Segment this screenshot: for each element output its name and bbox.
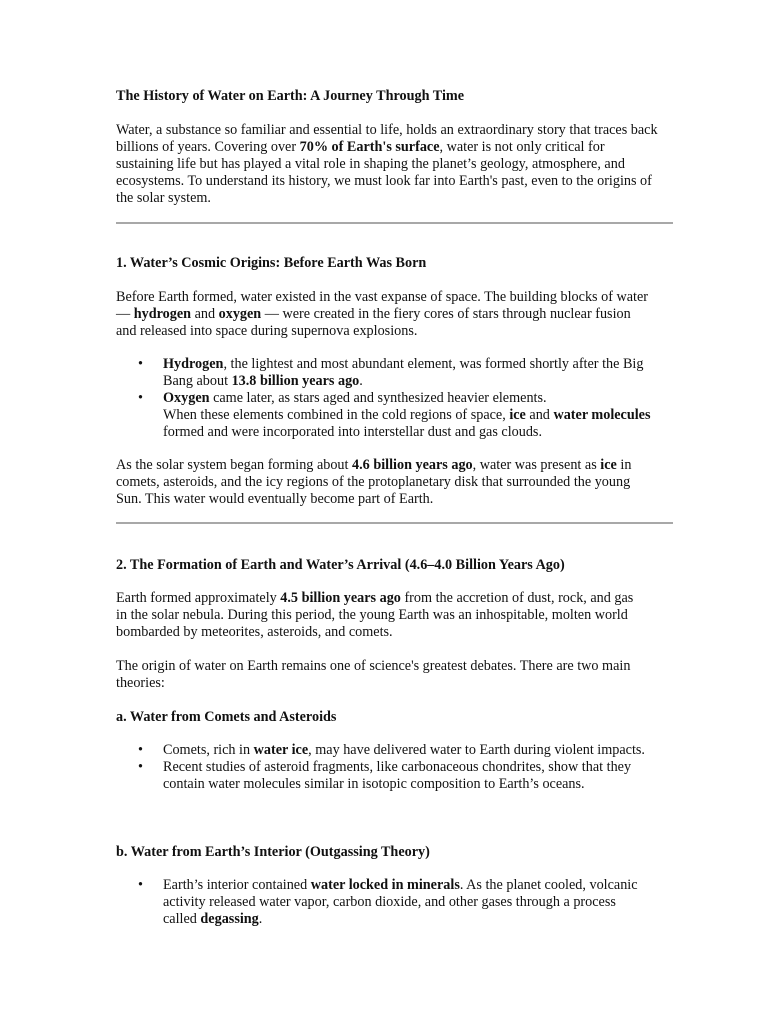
paragraph-text: , water was present as [472, 457, 601, 473]
bullet-icon: • [138, 356, 143, 372]
intro-text: , water is not only critical for sustaining life but has played a vital role in shaping the planet’s geology, atmosphere, and ecosystems. To understand its history, we must look far into Earth's past, even to the origins of the solar system. [116, 139, 652, 206]
list-item-text: , the lightest and most abundant element, was formed shortly after the Big Bang about [163, 356, 644, 389]
paragraph-text: from the accretion of dust, rock, and gas in the solar nebula. During this period, the young Earth was an inhospitable, molten world bombarded by meteorites, asteroids, and comets. [116, 590, 634, 640]
list-item-text: and [525, 407, 554, 423]
emphasis-degassing: degassing [200, 911, 259, 927]
horizontal-divider [116, 522, 673, 524]
section-1-paragraph [116, 289, 652, 340]
section-2-theories-paragraph: The origin of water on Earth remains one of science's greatest debates. There are two main theories: [116, 658, 631, 691]
list-item [116, 877, 646, 928]
list-item-text: formed and were incorporated into interstellar dust and gas clouds. [163, 424, 543, 440]
paragraph-text: in comets, asteroids, and the icy regions of the protoplanetary disk that surrounded the young Sun. This water would eventually become part of Earth. [116, 457, 632, 507]
list-item-text: When these elements combined in the cold regions of space, [163, 407, 510, 423]
list-item [116, 759, 656, 793]
subsection-b-bullet-list [116, 877, 646, 928]
intro-text: Water, a substance so familiar and essential to life, holds an extraordinary story that traces back billions of years. Covering over [116, 122, 658, 155]
intro-paragraph [116, 122, 664, 207]
emphasis-ice: ice [600, 457, 617, 473]
paragraph-text: Before Earth formed, water existed in the vast expanse of space. The building blocks of water — [116, 289, 648, 322]
list-item-text: . [258, 911, 263, 927]
subsection-a-bullet-list [116, 742, 656, 793]
emphasis-date: 4.6 billion years ago [352, 457, 473, 473]
list-item [116, 356, 656, 390]
horizontal-divider [116, 222, 673, 224]
emphasis-water-molecules: water molecules [553, 407, 651, 423]
emphasis-hydrogen: hydrogen [133, 306, 192, 322]
emphasis-oxygen: Oxygen [163, 390, 210, 406]
bullet-icon: • [138, 742, 143, 758]
document-title: The History of Water on Earth: A Journey Through Time [116, 88, 465, 104]
section-1-heading: 1. Water’s Cosmic Origins: Before Earth Was Born [116, 255, 427, 271]
list-item-text: Comets, rich in [163, 742, 254, 758]
bullet-icon: • [138, 759, 143, 775]
list-item [116, 390, 656, 441]
emphasis-ice: ice [509, 407, 526, 423]
section-1-bullet-list [116, 356, 656, 441]
list-item-text: . As the planet cooled, volcanic activity released water vapor, carbon dioxide, and other gases through a process called [163, 877, 638, 927]
bullet-icon: • [138, 390, 143, 406]
emphasis-water-locked-in-minerals: water locked in minerals [310, 877, 460, 893]
paragraph-text: Earth formed approximately [116, 590, 281, 606]
section-2-paragraph [116, 590, 646, 641]
list-item-text: , may have delivered water to Earth during violent impacts. [308, 742, 645, 758]
emphasis-oxygen: oxygen [218, 306, 262, 322]
paragraph-text: As the solar system began forming about [116, 457, 353, 473]
section-1-closing-paragraph [116, 457, 656, 508]
list-item-text: Earth’s interior contained [163, 877, 311, 893]
bullet-icon: • [138, 877, 143, 893]
list-item-text: Recent studies of asteroid fragments, like carbonaceous chondrites, show that they contain water molecules similar in isotopic composition to Earth’s oceans. [163, 759, 632, 792]
list-item-text: . [359, 373, 363, 389]
subsection-a-heading: a. Water from Comets and Asteroids [116, 709, 337, 725]
paragraph-text: and [191, 306, 219, 322]
list-item [116, 742, 656, 759]
emphasis-date: 13.8 billion years ago [231, 373, 360, 389]
intro-emphasis: 70% of Earth's surface [299, 139, 440, 155]
list-item-text: came later, as stars aged and synthesized heavier elements. [209, 390, 547, 406]
paragraph-text: — were created in the fiery cores of stars through nuclear fusion and released into space during supernova explosions. [116, 306, 631, 339]
emphasis-water-ice: water ice [253, 742, 309, 758]
emphasis-date: 4.5 billion years ago [280, 590, 401, 606]
emphasis-hydrogen: Hydrogen [163, 356, 224, 372]
subsection-b-heading: b. Water from Earth’s Interior (Outgassing Theory) [116, 844, 430, 860]
section-2-heading: 2. The Formation of Earth and Water’s Arrival (4.6–4.0 Billion Years Ago) [116, 557, 565, 573]
